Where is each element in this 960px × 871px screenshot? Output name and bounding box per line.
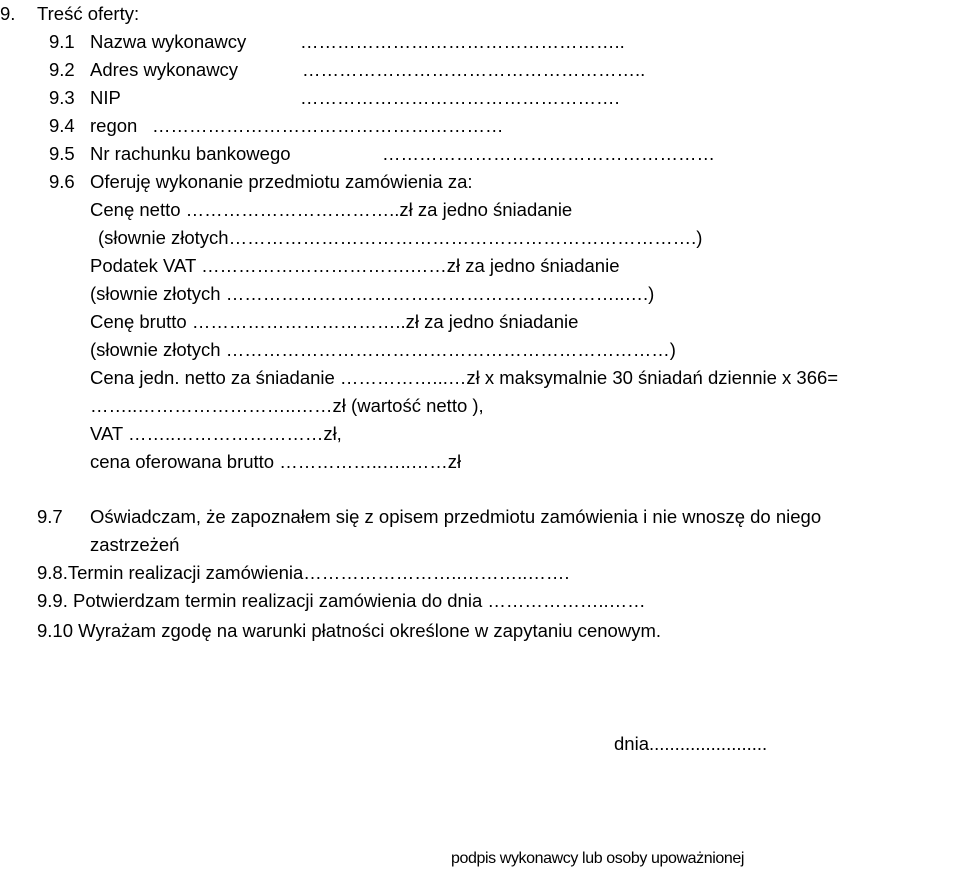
vat-value-line: VAT ……..……………………zł, [90,423,342,444]
nip-label: NIP [90,87,121,108]
item-9-7-number: 9.7 [37,506,63,527]
section-number: 9. [0,3,16,24]
contractor-name-field: …………………………………………….. [300,31,625,52]
net-price-in-words: (słownie złotych………………………………………………………………….) [98,227,703,248]
contractor-name-label: Nazwa wykonawcy [90,31,247,52]
contractor-address-field: ……………………………………………….. [302,59,646,80]
item-9-4-number: 9.4 [49,115,75,136]
nip-field: ……………………………………………. [300,87,620,108]
vat-line: Podatek VAT …………………………….……zł za jedno śniadanie [90,255,620,276]
vat-in-words: (słownie złotych ………………………………………………………..….) [90,283,655,304]
contractor-address-label: Adres wykonawcy [90,59,239,80]
date-field: dnia....................... [614,733,768,754]
unit-net-price-calculation: Cena jedn. netto za śniadanie ……………...…zł x maksymalnie 30 śniadań dziennie x 366= [90,367,839,388]
bank-account-field: ……………………………………………… [382,143,715,164]
item-9-1-number: 9.1 [49,31,75,52]
net-value-line: ……..……………………..……zł (wartość netto ), [90,395,484,416]
offer-intro: Oferuję wykonanie przedmiotu zamówienia za: [90,171,473,192]
signature-caption: podpis wykonawcy lub osoby upoważnionej [451,850,745,867]
item-9-5-number: 9.5 [49,143,75,164]
section-title: Treść oferty: [37,3,140,24]
item-9-3-number: 9.3 [49,87,75,108]
regon-field: ………………………………………………… [152,115,504,136]
bank-account-label: Nr rachunku bankowego [90,143,291,164]
gross-price-in-words: (słownie złotych ………………………………………………………………) [90,339,676,360]
item-9-7-statement-continued: zastrzeżeń [90,534,180,555]
net-price-line: Cenę netto ……………………………..zł za jedno śniadanie [90,199,573,220]
item-9-9-term-confirmation: 9.9. Potwierdzam termin realizacji zamówienia do dnia ………………..…… [37,590,646,611]
item-9-10-payment-consent: 9.10 Wyrażam zgodę na warunki płatności określone w zapytaniu cenowym. [37,620,662,641]
regon-label: regon [90,115,138,136]
item-9-6-number: 9.6 [49,171,75,192]
gross-offer-price-line: cena oferowana brutto ……………..…..……zł [90,451,462,472]
item-9-7-statement: Oświadczam, że zapoznałem się z opisem przedmiotu zamówienia i nie wnoszę do niego [90,506,822,527]
item-9-8-delivery-term: 9.8.Termin realizacji zamówienia……………………..………..……. [37,562,570,583]
gross-price-line: Cenę brutto ……………………………..zł za jedno śniadanie [90,311,579,332]
item-9-2-number: 9.2 [49,59,75,80]
